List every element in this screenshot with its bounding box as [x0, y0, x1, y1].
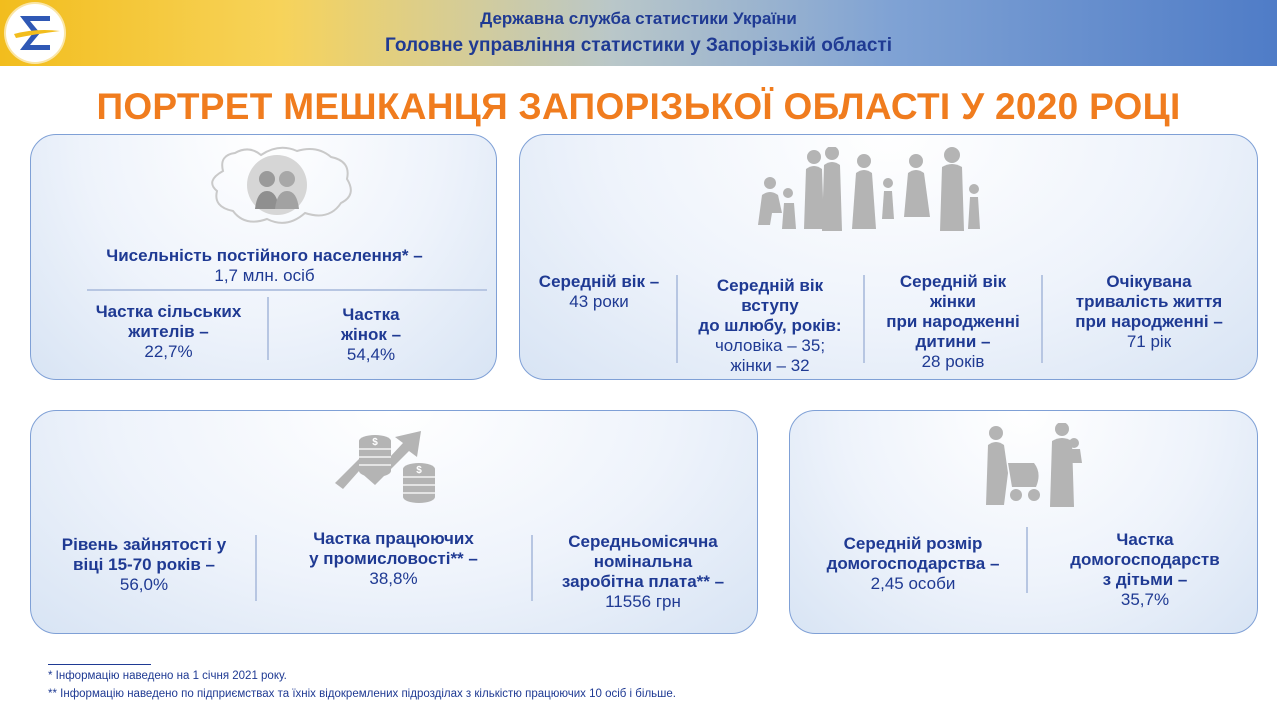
divider: [255, 535, 257, 601]
life-expectancy-value: 71 рік: [1126, 332, 1172, 351]
divider: [87, 289, 487, 291]
svg-text:$: $: [416, 465, 422, 476]
marriage-age-label-2: вступу: [741, 296, 799, 315]
employment-value: 56,0%: [119, 575, 169, 594]
page-title: ПОРТРЕТ МЕШКАНЦЯ ЗАПОРІЗЬКОЇ ОБЛАСТІ У 2020 РОЦІ: [96, 86, 1181, 127]
avg-age-label: Середній вік –: [538, 272, 660, 291]
birth-age-label-1: Середній вік: [899, 272, 1007, 291]
marriage-age-label-1: Середній вік: [716, 276, 824, 295]
households-with-children-value: 35,7%: [1120, 590, 1170, 609]
avg-age-value: 43 роки: [569, 292, 629, 311]
parents-with-stroller-icon: [978, 423, 1098, 509]
households-with-children-label-1: Частка: [1116, 530, 1174, 549]
household-size-label-1: Середній розмір: [843, 534, 983, 553]
divider: [863, 275, 865, 363]
divider: [1026, 527, 1028, 593]
industry-share-label-2: у промисловості** –: [309, 549, 478, 568]
family-silhouettes-icon: [752, 147, 992, 237]
header-agency-name: Державна служба статистики України: [480, 9, 797, 28]
birth-age-label-2: жінки: [929, 292, 976, 311]
employment-label-1: Рівень зайнятості у: [61, 535, 227, 554]
birth-age-value: 28 років: [921, 352, 985, 371]
life-expectancy-label-1: Очікувана: [1106, 272, 1192, 291]
women-share-label-1: Частка: [342, 305, 400, 324]
age-panel: [519, 134, 1258, 380]
household-size-label-2: домогосподарства –: [826, 554, 1000, 573]
population-panel: [30, 134, 497, 380]
divider: [676, 275, 678, 363]
birth-age-label-3: при народженні: [886, 312, 1020, 331]
population-value: 1,7 млн. осіб: [214, 266, 315, 285]
households-with-children-label-3: з дітьми –: [1102, 570, 1188, 589]
salary-label-1: Середньомісячна: [568, 532, 718, 551]
households-with-children-label-2: домогосподарств: [1070, 550, 1220, 569]
footnote-2: ** Інформацію наведено по підприємствах та їхніх відокремлених підрозділах з кількістю працюючих 10 осіб і більше.: [48, 688, 676, 700]
rural-share-label-1: Частка сільських: [95, 302, 242, 321]
rural-share-value: 22,7%: [144, 342, 193, 361]
map-with-people-icon: [201, 141, 361, 231]
birth-age-label-4: дитини –: [915, 332, 991, 351]
women-share-label-2: жінок –: [340, 325, 402, 344]
coins-growth-arrow-icon: [331, 421, 451, 511]
population-label: Чисельність постійного населення* –: [106, 246, 423, 265]
header-department-name: Головне управління статистики у Запорізькій області: [385, 35, 892, 56]
life-expectancy-label-3: при народженні –: [1075, 312, 1223, 331]
household-panel: [789, 410, 1258, 634]
divider: [1041, 275, 1043, 363]
marriage-age-women: жінки – 32: [730, 356, 810, 375]
economy-panel: [30, 410, 758, 634]
divider: [267, 297, 269, 360]
household-size-value: 2,45 особи: [870, 574, 956, 593]
women-share-value: 54,4%: [346, 345, 396, 364]
divider: [531, 535, 533, 601]
header-band: [0, 0, 1277, 66]
marriage-age-men: чоловіка – 35;: [714, 336, 826, 355]
footnote-1: * Інформацію наведено на 1 січня 2021 року.: [48, 670, 287, 682]
industry-share-value: 38,8%: [369, 569, 418, 588]
industry-share-label-1: Частка працюючих: [313, 529, 474, 548]
salary-label-2: номінальна: [593, 552, 693, 571]
salary-label-3: заробітна плата** –: [561, 572, 725, 591]
svg-text:$: $: [372, 437, 378, 448]
employment-label-2: віці 15-70 років –: [73, 555, 215, 574]
salary-value: 11556 грн: [605, 592, 681, 611]
marriage-age-label-3: до шлюбу, років:: [698, 316, 842, 335]
rural-share-label-2: жителів –: [128, 322, 209, 341]
life-expectancy-label-2: тривалість життя: [1075, 292, 1223, 311]
footnote-rule: [48, 664, 151, 665]
